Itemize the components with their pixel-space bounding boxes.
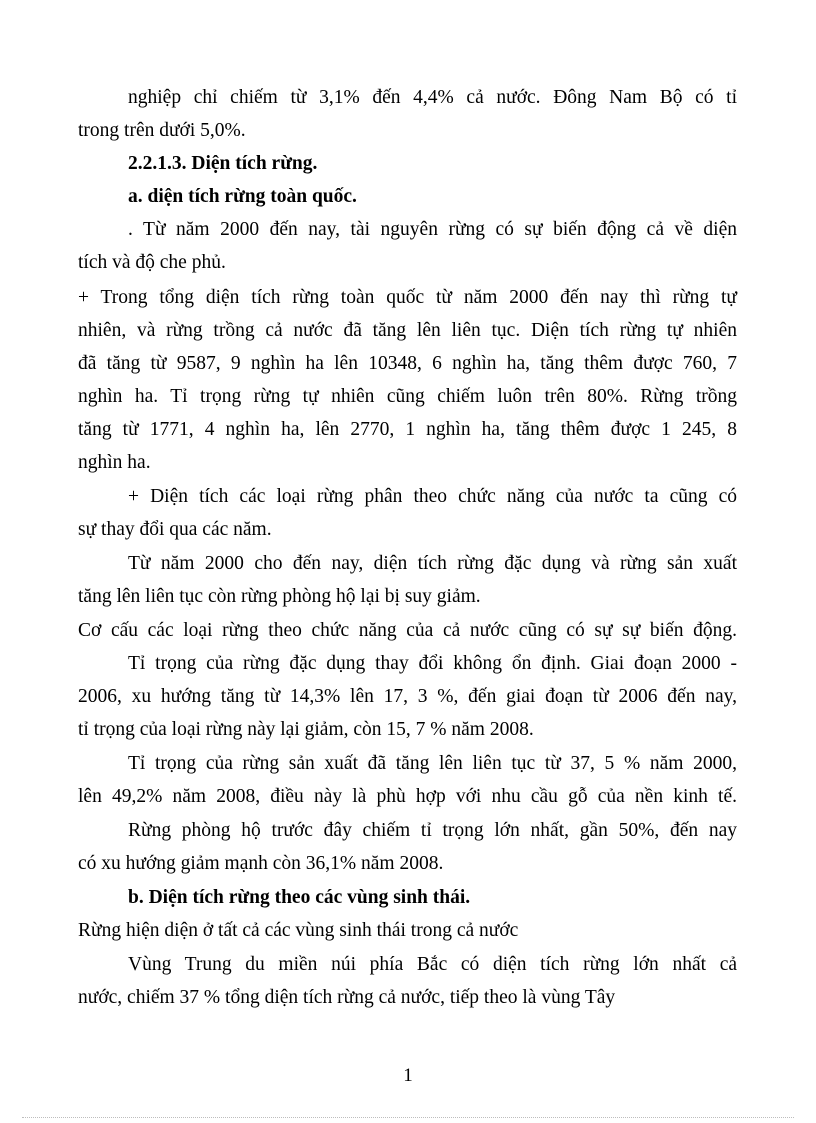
text-line: nghiệp chỉ chiếm từ 3,1% đến 4,4% cả nước. Đông Nam Bộ có tỉ [128, 87, 737, 108]
text-line: 2006, xu hướng tăng từ 14,3% lên 17, 3 %, đến giai đoạn từ 2006 đến nay, [78, 686, 737, 707]
text-line: + Trong tổng diện tích rừng toàn quốc từ năm 2000 đến nay thì rừng tự [78, 287, 737, 308]
page-number: 1 [403, 1065, 413, 1086]
text-line: Cơ cấu các loại rừng theo chức năng của cả nước cũng có sự sự biến động. [78, 620, 737, 641]
text-line: Tỉ trọng của rừng đặc dụng thay đổi không ổn định. Giai đoạn 2000 - [128, 653, 737, 674]
text-line: tăng lên liên tục còn rừng phòng hộ lại bị suy giảm. [78, 586, 481, 607]
text-line: sự thay đổi qua các năm. [78, 519, 272, 540]
subsection-heading: b. Diện tích rừng theo các vùng sinh thái. [128, 887, 471, 908]
text-line: đã tăng từ 9587, 9 nghìn ha lên 10348, 6 nghìn ha, tăng thêm được 760, 7 [78, 353, 737, 374]
text-line: nước, chiếm 37 % tổng diện tích rừng cả nước, tiếp theo là vùng Tây [78, 987, 616, 1008]
text-line: Vùng Trung du miền núi phía Bắc có diện tích rừng lớn nhất cả [128, 954, 737, 975]
text-line: tăng từ 1771, 4 nghìn ha, lên 2770, 1 nghìn ha, tăng thêm được 1 245, 8 [78, 419, 737, 440]
text-line: tích và độ che phủ. [78, 252, 226, 273]
subsection-heading: a. diện tích rừng toàn quốc. [128, 186, 357, 207]
text-line: + Diện tích các loại rừng phân theo chức năng của nước ta cũng có [128, 486, 737, 507]
text-line: Rừng phòng hộ trước đây chiếm tỉ trọng lớn nhất, gần 50%, đến nay [128, 820, 737, 841]
text-line: Rừng hiện diện ở tất cả các vùng sinh thái trong cả nước [78, 920, 519, 941]
text-line: nghìn ha. [78, 452, 151, 473]
section-heading: 2.2.1.3. Diện tích rừng. [128, 153, 318, 174]
text-line: lên 49,2% năm 2008, điều này là phù hợp với nhu cầu gỗ của nền kinh tế. [78, 786, 737, 807]
text-line: Từ năm 2000 cho đến nay, diện tích rừng đặc dụng và rừng sản xuất [128, 553, 737, 574]
text-line: tỉ trọng của loại rừng này lại giảm, còn 15, 7 % năm 2008. [78, 719, 534, 740]
text-line: Tỉ trọng của rừng sản xuất đã tăng lên liên tục từ 37, 5 % năm 2000, [128, 753, 737, 774]
text-line: . Từ năm 2000 đến nay, tài nguyên rừng có sự biến động cả về diện [128, 219, 737, 240]
text-line: có xu hướng giảm mạnh còn 36,1% năm 2008. [78, 853, 444, 874]
text-line: nhiên, và rừng trồng cả nước đã tăng lên liên tục. Diện tích rừng tự nhiên [78, 320, 737, 341]
text-line: nghìn ha. Tỉ trọng rừng tự nhiên cũng chiếm luôn trên 80%. Rừng trồng [78, 386, 737, 407]
text-line: trong trên dưới 5,0%. [78, 120, 246, 141]
page-bottom-border [22, 1117, 794, 1118]
